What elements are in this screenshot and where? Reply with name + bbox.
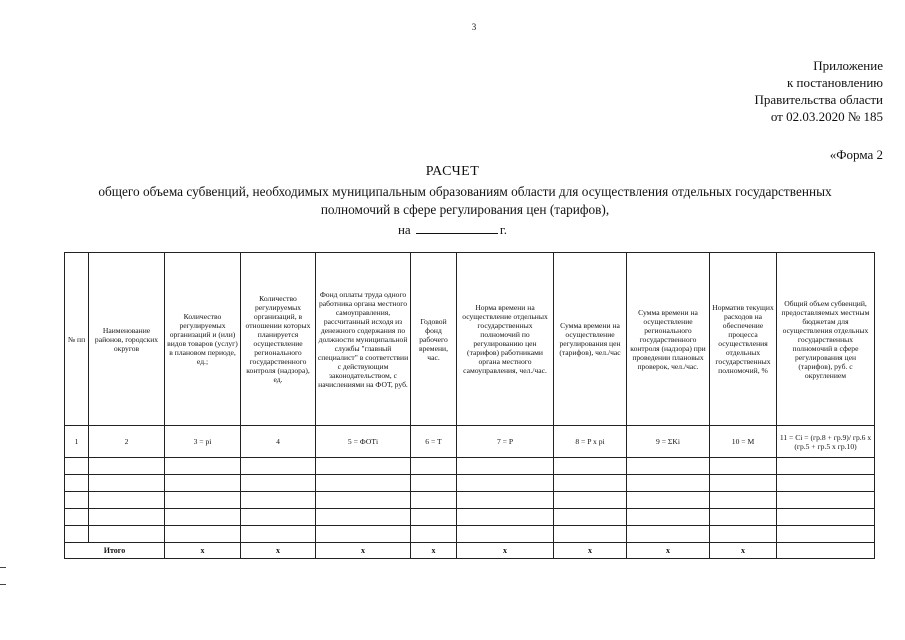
approval-line-3: Правительства области bbox=[754, 92, 883, 107]
total-cell: x bbox=[411, 543, 457, 559]
column-number-row bbox=[65, 426, 875, 458]
header-cell: Наименование районов, городских округов bbox=[89, 253, 165, 426]
empty-cell bbox=[457, 475, 554, 492]
empty-cell bbox=[710, 475, 777, 492]
header-cell: Годовой фонд рабочего времени, час. bbox=[411, 253, 457, 426]
margin-mark bbox=[0, 567, 6, 568]
empty-cell bbox=[777, 509, 875, 526]
empty-cell bbox=[165, 509, 241, 526]
empty-cell bbox=[65, 492, 89, 509]
header-cell: Общий объем субвенций, предоставляемых местным бюджетам для осуществления отдельных государственных полномочий в сфере регулирования цен (тарифов), руб. с округлением bbox=[777, 253, 875, 426]
empty-cell bbox=[777, 458, 875, 475]
empty-cell bbox=[316, 526, 411, 543]
empty-row bbox=[65, 526, 875, 543]
total-cell: x bbox=[165, 543, 241, 559]
header-cell: Сумма времени на осуществление регулирования цен (тарифов), чел./час bbox=[554, 253, 627, 426]
empty-cell bbox=[554, 492, 627, 509]
total-cell: x bbox=[316, 543, 411, 559]
empty-cell bbox=[241, 492, 316, 509]
empty-cell bbox=[411, 458, 457, 475]
calculation-table bbox=[64, 252, 875, 559]
approval-line-4: от 02.03.2020 № 185 bbox=[770, 109, 883, 124]
empty-cell bbox=[316, 509, 411, 526]
header-cell: Норма времени на осуществление отдельных государственных полномочий по регулированию цен (тарифов) работниками органа местного самоуправления, чел./час. bbox=[457, 253, 554, 426]
column-number-cell: 1 bbox=[65, 426, 89, 458]
empty-cell bbox=[241, 475, 316, 492]
column-number-cell: 8 = P x pi bbox=[554, 426, 627, 458]
empty-cell bbox=[241, 526, 316, 543]
header-cell: № пп bbox=[65, 253, 89, 426]
date-line bbox=[0, 221, 905, 238]
date-suffix: г. bbox=[499, 222, 508, 237]
empty-cell bbox=[165, 492, 241, 509]
empty-cell bbox=[411, 526, 457, 543]
empty-cell bbox=[710, 492, 777, 509]
empty-cell bbox=[316, 458, 411, 475]
empty-cell bbox=[627, 458, 710, 475]
approval-line-2: к постановлению bbox=[786, 75, 883, 90]
empty-cell bbox=[316, 475, 411, 492]
total-cell bbox=[777, 543, 875, 559]
total-row bbox=[65, 543, 875, 559]
column-number-cell: 4 bbox=[241, 426, 316, 458]
column-number-cell: 9 = ΣKi bbox=[627, 426, 710, 458]
empty-cell bbox=[89, 458, 165, 475]
empty-cell bbox=[89, 475, 165, 492]
empty-cell bbox=[65, 458, 89, 475]
empty-cell bbox=[165, 458, 241, 475]
column-number-cell: 11 = Ci = (гр.8 + гр.9)/ гр.6 x (гр.5 + гр.5 x гр.10) bbox=[777, 426, 875, 458]
date-prefix: на bbox=[397, 222, 411, 237]
empty-row bbox=[65, 458, 875, 475]
empty-row bbox=[65, 509, 875, 526]
empty-cell bbox=[627, 526, 710, 543]
empty-cell bbox=[457, 458, 554, 475]
empty-cell bbox=[411, 509, 457, 526]
column-number-cell: 2 bbox=[89, 426, 165, 458]
empty-cell bbox=[411, 475, 457, 492]
empty-cell bbox=[710, 458, 777, 475]
header-cell: Количество регулируемых организаций и (или) видов товаров (услуг) в плановом периоде, ед.; bbox=[165, 253, 241, 426]
total-cell: x bbox=[710, 543, 777, 559]
total-cell: x bbox=[554, 543, 627, 559]
empty-cell bbox=[241, 458, 316, 475]
document-subtitle: общего объема субвенций, необходимых муниципальным образованиям области для осуществления отдельных государственных полномочий в сфере регулирования цен (тарифов), bbox=[98, 184, 832, 217]
date-blank bbox=[416, 221, 498, 234]
empty-cell bbox=[554, 475, 627, 492]
empty-cell bbox=[457, 492, 554, 509]
total-label: Итого bbox=[65, 543, 165, 559]
empty-cell bbox=[89, 509, 165, 526]
document-title: РАСЧЕТ bbox=[425, 164, 480, 179]
empty-cell bbox=[710, 526, 777, 543]
column-number-cell: 3 = pi bbox=[165, 426, 241, 458]
empty-cell bbox=[627, 492, 710, 509]
empty-cell bbox=[89, 526, 165, 543]
empty-cell bbox=[777, 526, 875, 543]
empty-cell bbox=[89, 492, 165, 509]
empty-cell bbox=[165, 475, 241, 492]
column-number-cell: 7 = P bbox=[457, 426, 554, 458]
empty-cell bbox=[65, 475, 89, 492]
empty-cell bbox=[457, 526, 554, 543]
margin-mark bbox=[0, 584, 6, 585]
header-cell: Сумма времени на осуществление регионального государственного контроля (надзора) при проведении плановых проверок, чел./час. bbox=[627, 253, 710, 426]
empty-cell bbox=[627, 475, 710, 492]
approval-line-1: Приложение bbox=[813, 58, 883, 73]
total-cell: x bbox=[457, 543, 554, 559]
header-cell: Фонд оплаты труда одного работника органа местного самоуправления, рассчитанный исходя из денежного содержания по должности муниципальной службы "главный специалист" в соответствии с действующим законодательством, с начислениями на ФОТ, руб. bbox=[316, 253, 411, 426]
column-number-cell: 5 = ФОТi bbox=[316, 426, 411, 458]
total-cell: x bbox=[241, 543, 316, 559]
empty-cell bbox=[457, 509, 554, 526]
header-cell: Количество регулируемых организаций, в отношении которых планируется осуществление регионального государственного контроля (надзора), ед. bbox=[241, 253, 316, 426]
total-cell: x bbox=[627, 543, 710, 559]
column-number-cell: 10 = M bbox=[710, 426, 777, 458]
empty-cell bbox=[554, 526, 627, 543]
empty-cell bbox=[411, 492, 457, 509]
header-row bbox=[65, 253, 875, 426]
empty-cell bbox=[554, 458, 627, 475]
empty-row bbox=[65, 492, 875, 509]
empty-cell bbox=[554, 509, 627, 526]
empty-cell bbox=[777, 492, 875, 509]
form-label: «Форма 2 bbox=[829, 147, 883, 162]
empty-cell bbox=[627, 509, 710, 526]
empty-row bbox=[65, 475, 875, 492]
empty-cell bbox=[777, 475, 875, 492]
column-number-cell: 6 = T bbox=[411, 426, 457, 458]
empty-cell bbox=[710, 509, 777, 526]
page-number: 3 bbox=[471, 22, 477, 32]
approval-block bbox=[754, 57, 883, 125]
empty-cell bbox=[165, 526, 241, 543]
empty-rows bbox=[65, 458, 875, 543]
empty-cell bbox=[65, 526, 89, 543]
header-cell: Норматив текущих расходов на обеспечение процесса осуществления отдельных государственных полномочий, % bbox=[710, 253, 777, 426]
empty-cell bbox=[316, 492, 411, 509]
empty-cell bbox=[65, 509, 89, 526]
empty-cell bbox=[241, 509, 316, 526]
